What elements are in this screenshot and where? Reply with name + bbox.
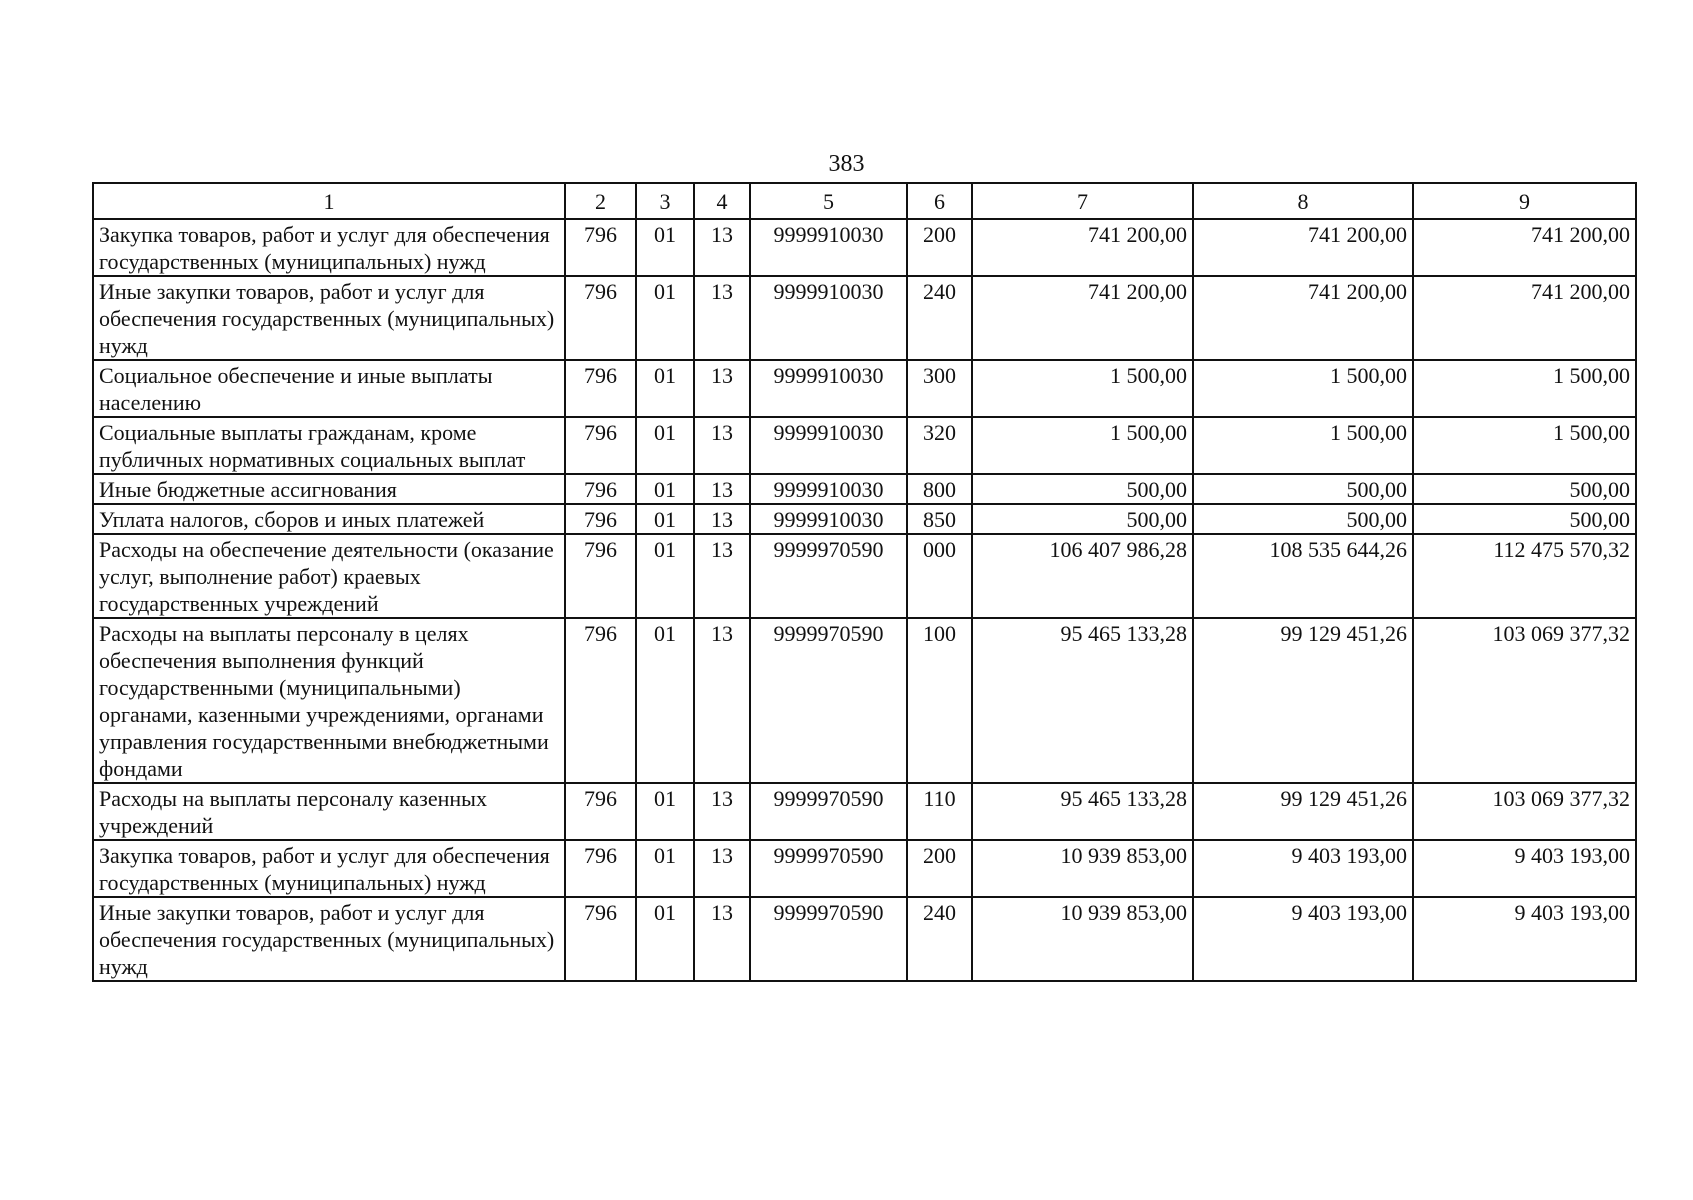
row-amount-col7: 95 465 133,28	[972, 618, 1193, 783]
row-amount-col8: 108 535 644,26	[1193, 534, 1413, 618]
row-amount-col7: 10 939 853,00	[972, 840, 1193, 897]
row-amount-col8: 9 403 193,00	[1193, 840, 1413, 897]
column-header-7: 7	[972, 183, 1193, 219]
row-amount-col7: 95 465 133,28	[972, 783, 1193, 840]
row-expense-type-code: 850	[907, 504, 972, 534]
row-ved-code: 796	[565, 474, 636, 504]
row-target-article-code: 9999970590	[750, 897, 907, 981]
row-target-article-code: 9999970590	[750, 618, 907, 783]
row-amount-col7: 1 500,00	[972, 417, 1193, 474]
row-target-article-code: 9999970590	[750, 534, 907, 618]
row-amount-col9: 500,00	[1413, 504, 1636, 534]
row-ved-code: 796	[565, 840, 636, 897]
row-expense-type-code: 240	[907, 897, 972, 981]
column-header-6: 6	[907, 183, 972, 219]
row-name: Иные бюджетные ассигнования	[93, 474, 565, 504]
row-section-code: 01	[636, 417, 694, 474]
header-row	[93, 183, 1636, 219]
row-target-article-code: 9999910030	[750, 474, 907, 504]
row-amount-col9: 103 069 377,32	[1413, 783, 1636, 840]
row-amount-col8: 500,00	[1193, 504, 1413, 534]
row-name: Иные закупки товаров, работ и услуг для обеспечения государственных (муниципальных) нужд	[93, 276, 565, 360]
row-subsection-code: 13	[694, 417, 750, 474]
row-name: Расходы на выплаты персоналу в целях обеспечения выполнения функций государственными (муниципальными) органами, казенными учреждениями, органами управления государственными внебюджетными фондами	[93, 618, 565, 783]
table-row	[93, 219, 1636, 276]
row-target-article-code: 9999910030	[750, 276, 907, 360]
row-amount-col7: 1 500,00	[972, 360, 1193, 417]
row-expense-type-code: 200	[907, 219, 972, 276]
row-section-code: 01	[636, 840, 694, 897]
row-amount-col8: 741 200,00	[1193, 276, 1413, 360]
row-target-article-code: 9999910030	[750, 219, 907, 276]
row-name: Расходы на обеспечение деятельности (оказание услуг, выполнение работ) краевых государственных учреждений	[93, 534, 565, 618]
row-name: Закупка товаров, работ и услуг для обеспечения государственных (муниципальных) нужд	[93, 219, 565, 276]
row-ved-code: 796	[565, 360, 636, 417]
row-target-article-code: 9999970590	[750, 783, 907, 840]
row-expense-type-code: 320	[907, 417, 972, 474]
row-amount-col7: 106 407 986,28	[972, 534, 1193, 618]
row-expense-type-code: 110	[907, 783, 972, 840]
row-amount-col9: 1 500,00	[1413, 417, 1636, 474]
row-amount-col9: 9 403 193,00	[1413, 897, 1636, 981]
page-number: 383	[828, 151, 865, 177]
row-expense-type-code: 200	[907, 840, 972, 897]
row-subsection-code: 13	[694, 474, 750, 504]
row-name: Социальные выплаты гражданам, кроме публичных нормативных социальных выплат	[93, 417, 565, 474]
table-row	[93, 534, 1636, 618]
table-row	[93, 840, 1636, 897]
row-amount-col8: 1 500,00	[1193, 417, 1413, 474]
row-amount-col8: 99 129 451,26	[1193, 783, 1413, 840]
row-name: Закупка товаров, работ и услуг для обеспечения государственных (муниципальных) нужд	[93, 840, 565, 897]
row-ved-code: 796	[565, 504, 636, 534]
row-ved-code: 796	[565, 783, 636, 840]
column-header-2: 2	[565, 183, 636, 219]
row-amount-col8: 500,00	[1193, 474, 1413, 504]
row-name: Расходы на выплаты персоналу казенных учреждений	[93, 783, 565, 840]
row-name: Иные закупки товаров, работ и услуг для обеспечения государственных (муниципальных) нужд	[93, 897, 565, 981]
row-subsection-code: 13	[694, 534, 750, 618]
row-subsection-code: 13	[694, 897, 750, 981]
row-expense-type-code: 300	[907, 360, 972, 417]
row-subsection-code: 13	[694, 783, 750, 840]
row-amount-col8: 99 129 451,26	[1193, 618, 1413, 783]
row-amount-col9: 741 200,00	[1413, 219, 1636, 276]
row-subsection-code: 13	[694, 504, 750, 534]
column-header-5: 5	[750, 183, 907, 219]
row-expense-type-code: 800	[907, 474, 972, 504]
column-header-4: 4	[694, 183, 750, 219]
row-amount-col8: 1 500,00	[1193, 360, 1413, 417]
row-section-code: 01	[636, 897, 694, 981]
table-row	[93, 897, 1636, 981]
row-target-article-code: 9999970590	[750, 840, 907, 897]
row-amount-col9: 1 500,00	[1413, 360, 1636, 417]
row-section-code: 01	[636, 783, 694, 840]
column-header-3: 3	[636, 183, 694, 219]
row-name: Уплата налогов, сборов и иных платежей	[93, 504, 565, 534]
row-amount-col7: 741 200,00	[972, 276, 1193, 360]
row-subsection-code: 13	[694, 219, 750, 276]
row-ved-code: 796	[565, 618, 636, 783]
row-name: Социальное обеспечение и иные выплаты населению	[93, 360, 565, 417]
row-amount-col9: 112 475 570,32	[1413, 534, 1636, 618]
row-amount-col9: 500,00	[1413, 474, 1636, 504]
row-ved-code: 796	[565, 219, 636, 276]
row-expense-type-code: 100	[907, 618, 972, 783]
table-row	[93, 618, 1636, 783]
row-subsection-code: 13	[694, 840, 750, 897]
row-subsection-code: 13	[694, 360, 750, 417]
row-ved-code: 796	[565, 534, 636, 618]
column-header-9: 9	[1413, 183, 1636, 219]
row-amount-col9: 103 069 377,32	[1413, 618, 1636, 783]
row-amount-col7: 741 200,00	[972, 219, 1193, 276]
table-row	[93, 474, 1636, 504]
row-ved-code: 796	[565, 417, 636, 474]
row-section-code: 01	[636, 219, 694, 276]
table-row	[93, 504, 1636, 534]
table-row	[93, 417, 1636, 474]
table-header	[93, 183, 1636, 219]
row-section-code: 01	[636, 534, 694, 618]
row-amount-col9: 741 200,00	[1413, 276, 1636, 360]
table-body	[93, 219, 1636, 981]
row-amount-col9: 9 403 193,00	[1413, 840, 1636, 897]
row-target-article-code: 9999910030	[750, 417, 907, 474]
budget-table	[92, 182, 1637, 982]
row-target-article-code: 9999910030	[750, 360, 907, 417]
row-amount-col7: 10 939 853,00	[972, 897, 1193, 981]
row-section-code: 01	[636, 474, 694, 504]
column-header-8: 8	[1193, 183, 1413, 219]
row-section-code: 01	[636, 618, 694, 783]
row-ved-code: 796	[565, 897, 636, 981]
table-row	[93, 783, 1636, 840]
row-subsection-code: 13	[694, 276, 750, 360]
row-amount-col8: 741 200,00	[1193, 219, 1413, 276]
row-section-code: 01	[636, 504, 694, 534]
row-expense-type-code: 240	[907, 276, 972, 360]
row-section-code: 01	[636, 360, 694, 417]
row-amount-col7: 500,00	[972, 504, 1193, 534]
row-ved-code: 796	[565, 276, 636, 360]
row-section-code: 01	[636, 276, 694, 360]
row-amount-col8: 9 403 193,00	[1193, 897, 1413, 981]
table-row	[93, 276, 1636, 360]
row-subsection-code: 13	[694, 618, 750, 783]
table-row	[93, 360, 1636, 417]
row-expense-type-code: 000	[907, 534, 972, 618]
row-amount-col7: 500,00	[972, 474, 1193, 504]
row-target-article-code: 9999910030	[750, 504, 907, 534]
column-header-1: 1	[93, 183, 565, 219]
